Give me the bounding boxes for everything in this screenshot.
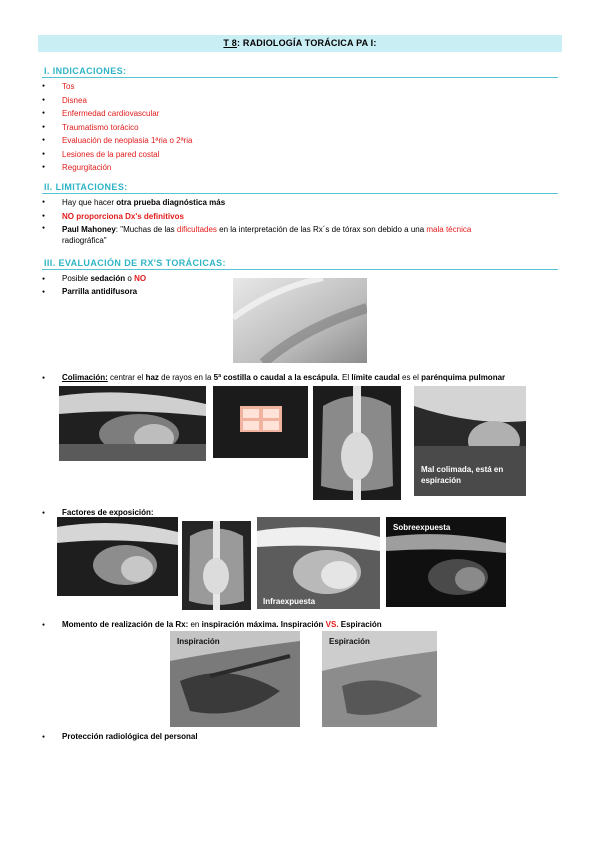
- limitaciones-list: [42, 196, 471, 246]
- indicaciones-list: [42, 80, 192, 175]
- title-text: : RADIOLOGÍA TORÁCICA PA I:: [237, 38, 377, 48]
- lateral-radiograph-image: [59, 386, 206, 461]
- list-item: ● Paul Mahoney: "Muchas de las dificultades en la interpretación de las Rx´s de tórax son debido a una mala técnica radiográfica": [42, 223, 471, 246]
- list-item: ● Traumatismo torácico: [42, 121, 192, 135]
- exposure-radiograph-1-image: [57, 517, 178, 596]
- list-item-proteccion: ● Protección radiológica del personal: [42, 731, 198, 743]
- list-item: ● Regurgitación: [42, 161, 192, 175]
- vd-radiograph-image: [313, 386, 401, 500]
- caption-mal-colimada: Mal colimada, está en espiración: [421, 465, 504, 485]
- section-heading-evaluacion: III. EVALUACIÓN DE RX'S TORÁCICAS:: [44, 258, 226, 268]
- caption-sobreexpuesta: Sobreexpuesta: [393, 523, 451, 532]
- caption-infraexpuesta: Infraexpuesta: [263, 597, 316, 606]
- title-number: T 8: [223, 38, 238, 48]
- caption-espiracion: Espiración: [329, 637, 370, 646]
- section-rule: [42, 269, 558, 270]
- list-item-parrilla: ● Parrilla antidifusora: [42, 286, 137, 298]
- section-rule: [42, 193, 558, 194]
- list-item-factores: ● Factores de exposición:: [42, 507, 154, 519]
- section-heading-indicaciones: I. INDICACIONES:: [44, 66, 127, 76]
- list-item: ● NO proporciona Dx's definitivos: [42, 210, 471, 224]
- list-item-momento: ● Momento de realización de la Rx: en inspiración máxima. Inspiración VS. Espiración: [42, 619, 382, 631]
- list-item: ● Enfermedad cardiovascular: [42, 107, 192, 121]
- exposure-radiograph-2-image: [182, 521, 251, 610]
- page-title: [38, 35, 562, 52]
- grid-radiograph-image: [233, 278, 367, 363]
- collimation-light-image: [213, 386, 308, 458]
- section-heading-limitaciones: II. LIMITACIONES:: [44, 182, 128, 192]
- list-item-colimacion: ● Colimación: centrar el haz de rayos en la 5ª costilla o caudal a la escápula. El límite caudal es el parénquima pulmonar: [42, 372, 505, 384]
- caption-inspiracion: Inspiración: [177, 637, 220, 646]
- list-item: ● Disnea: [42, 94, 192, 108]
- list-item: ● Hay que hacer otra prueba diagnóstica más: [42, 196, 471, 210]
- list-item: ● Evaluación de neoplasia 1ªria o 2ªria: [42, 134, 192, 148]
- list-item: ● Tos: [42, 80, 192, 94]
- section-rule: [42, 77, 558, 78]
- list-item: ● Lesiones de la pared costal: [42, 148, 192, 162]
- list-item-sedacion: ● Posible sedación o NO: [42, 273, 146, 285]
